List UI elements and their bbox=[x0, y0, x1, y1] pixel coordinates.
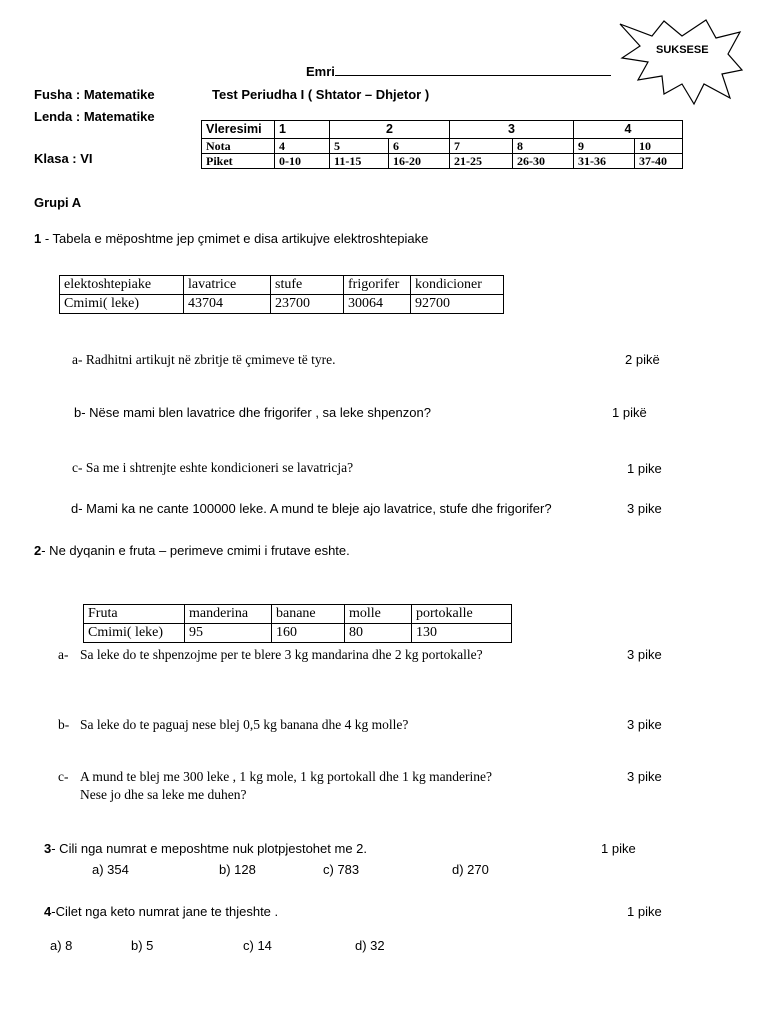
q2-a-text: Sa leke do te shpenzojme per te blere 3 kg mandarina dhe 2 kg portokalle? bbox=[80, 647, 483, 662]
q2-c-text-line2: Nese jo dhe sa leke me duhen? bbox=[80, 787, 247, 802]
question-number: 1 bbox=[34, 231, 42, 246]
question-number: 2 bbox=[34, 543, 42, 558]
q1-c-text: c- Sa me i shtrenjte eshte kondicioneri se lavatricja? bbox=[72, 460, 354, 475]
q4-option-c[interactable]: c) 14 bbox=[243, 938, 272, 953]
question-text: -Cilet nga keto numrat jane te thjeshte . bbox=[51, 904, 279, 919]
table-cell: 23700 bbox=[271, 295, 344, 314]
question-text: - Tabela e mëposhtme jep çmimet e disa artikujve elektroshtepiake bbox=[41, 231, 429, 246]
table-header-cell: banane bbox=[272, 605, 345, 624]
q2-b-text: Sa leke do te paguaj nese blej 0,5 kg banana dhe 4 kg molle? bbox=[80, 717, 409, 732]
vleresimi-cell: 3 bbox=[450, 121, 574, 139]
piket-cell: 31-36 bbox=[574, 154, 635, 169]
q2-c-text: A mund te blej me 300 leke , 1 kg mole, 1 kg portokall dhe 1 kg manderine? bbox=[80, 769, 493, 784]
q3-option-c[interactable]: c) 783 bbox=[323, 862, 360, 877]
q4-points: 1 pike bbox=[627, 904, 662, 919]
vleresimi-cell: 4 bbox=[574, 121, 683, 139]
question-text: - Ne dyqanin e fruta – perimeve cmimi i frutave eshte. bbox=[41, 543, 350, 558]
stamp-text: SUKSESE bbox=[656, 44, 709, 56]
question-text: - Cili nga numrat e meposhtme nuk plotpjestohet me 2. bbox=[51, 841, 368, 856]
nota-cell: 8 bbox=[513, 139, 574, 154]
table-header-cell: Fruta bbox=[84, 605, 185, 624]
question-3 bbox=[44, 841, 367, 856]
name-label: Emri bbox=[306, 64, 335, 79]
table-header-cell: kondicioner bbox=[411, 276, 504, 295]
piket-cell: 37-40 bbox=[635, 154, 683, 169]
q2-b-label: b- bbox=[58, 717, 70, 732]
vleresimi-cell: 1 bbox=[275, 121, 330, 139]
name-blank-line[interactable] bbox=[335, 64, 611, 76]
q4-option-d[interactable]: d) 32 bbox=[355, 938, 385, 953]
suksese-starburst-stamp bbox=[612, 18, 744, 106]
table-cell: 160 bbox=[272, 624, 345, 643]
question-1 bbox=[34, 231, 428, 246]
question-number: 4 bbox=[44, 904, 52, 919]
q4-option-b[interactable]: b) 5 bbox=[131, 938, 154, 953]
table-header-cell: lavatrice bbox=[184, 276, 271, 295]
lenda-label: Lenda : Matematike bbox=[34, 109, 155, 124]
q1-b-points: 1 pikë bbox=[612, 405, 647, 420]
q3-option-d[interactable]: d) 270 bbox=[452, 862, 489, 877]
piket-cell: 16-20 bbox=[389, 154, 450, 169]
q1-c-points: 1 pike bbox=[627, 461, 662, 476]
table-header-cell: frigorifer bbox=[344, 276, 411, 295]
q2-a-label: a- bbox=[58, 647, 69, 662]
q1-b-text: b- Nëse mami blen lavatrice dhe frigorifer , sa leke shpenzon? bbox=[74, 405, 431, 420]
table-cell: 80 bbox=[345, 624, 412, 643]
test-title: Test Periudha I ( Shtator – Dhjetor ) bbox=[212, 87, 430, 102]
group-label: Grupi A bbox=[34, 195, 82, 210]
piket-cell: 21-25 bbox=[450, 154, 513, 169]
nota-cell: 6 bbox=[389, 139, 450, 154]
piket-cell: 0-10 bbox=[275, 154, 330, 169]
nota-cell: 5 bbox=[330, 139, 389, 154]
table-cell: 30064 bbox=[344, 295, 411, 314]
table-cell: 95 bbox=[185, 624, 272, 643]
fusha-label: Fusha : Matematike bbox=[34, 87, 155, 102]
nota-cell: 7 bbox=[450, 139, 513, 154]
q4-option-a[interactable]: a) 8 bbox=[50, 938, 73, 953]
q1-a-points: 2 pikë bbox=[625, 352, 660, 367]
q2-b-points: 3 pike bbox=[627, 717, 662, 732]
vleresimi-cell: 2 bbox=[330, 121, 450, 139]
name-field bbox=[306, 64, 611, 79]
q2-a-points: 3 pike bbox=[627, 647, 662, 662]
question-number: 3 bbox=[44, 841, 52, 856]
piket-cell: 11-15 bbox=[330, 154, 389, 169]
fruit-price-table bbox=[83, 604, 512, 643]
table-header-cell: molle bbox=[345, 605, 412, 624]
appliance-price-table bbox=[59, 275, 504, 314]
table-cell: 92700 bbox=[411, 295, 504, 314]
nota-cell: 9 bbox=[574, 139, 635, 154]
q2-c-label: c- bbox=[58, 769, 69, 784]
q3-option-b[interactable]: b) 128 bbox=[219, 862, 256, 877]
nota-cell: 10 bbox=[635, 139, 683, 154]
q1-d-points: 3 pike bbox=[627, 501, 662, 516]
q1-d-text: d- Mami ka ne cante 100000 leke. A mund te bleje ajo lavatrice, stufe dhe frigorifer? bbox=[71, 501, 552, 516]
table-cell: 130 bbox=[412, 624, 512, 643]
table-cell: 43704 bbox=[184, 295, 271, 314]
table-header-cell: stufe bbox=[271, 276, 344, 295]
q3-option-a[interactable]: a) 354 bbox=[92, 862, 129, 877]
question-2 bbox=[34, 543, 350, 558]
q2-c-points: 3 pike bbox=[627, 769, 662, 784]
piket-cell: 26-30 bbox=[513, 154, 574, 169]
klasa-label: Klasa : VI bbox=[34, 151, 93, 166]
q3-points: 1 pike bbox=[601, 841, 636, 856]
piket-header: Piket bbox=[202, 154, 275, 169]
nota-header: Nota bbox=[202, 139, 275, 154]
table-cell: Cmimi( leke) bbox=[84, 624, 185, 643]
table-header-cell: manderina bbox=[185, 605, 272, 624]
grading-table bbox=[201, 120, 683, 169]
q1-a-text: a- Radhitni artikujt në zbritje të çmimeve të tyre. bbox=[72, 352, 336, 367]
table-header-cell: portokalle bbox=[412, 605, 512, 624]
nota-cell: 4 bbox=[275, 139, 330, 154]
table-cell: Cmimi( leke) bbox=[60, 295, 184, 314]
vleresimi-header: Vleresimi bbox=[202, 121, 275, 139]
table-header-cell: elektoshtepiake bbox=[60, 276, 184, 295]
question-4 bbox=[44, 904, 278, 919]
